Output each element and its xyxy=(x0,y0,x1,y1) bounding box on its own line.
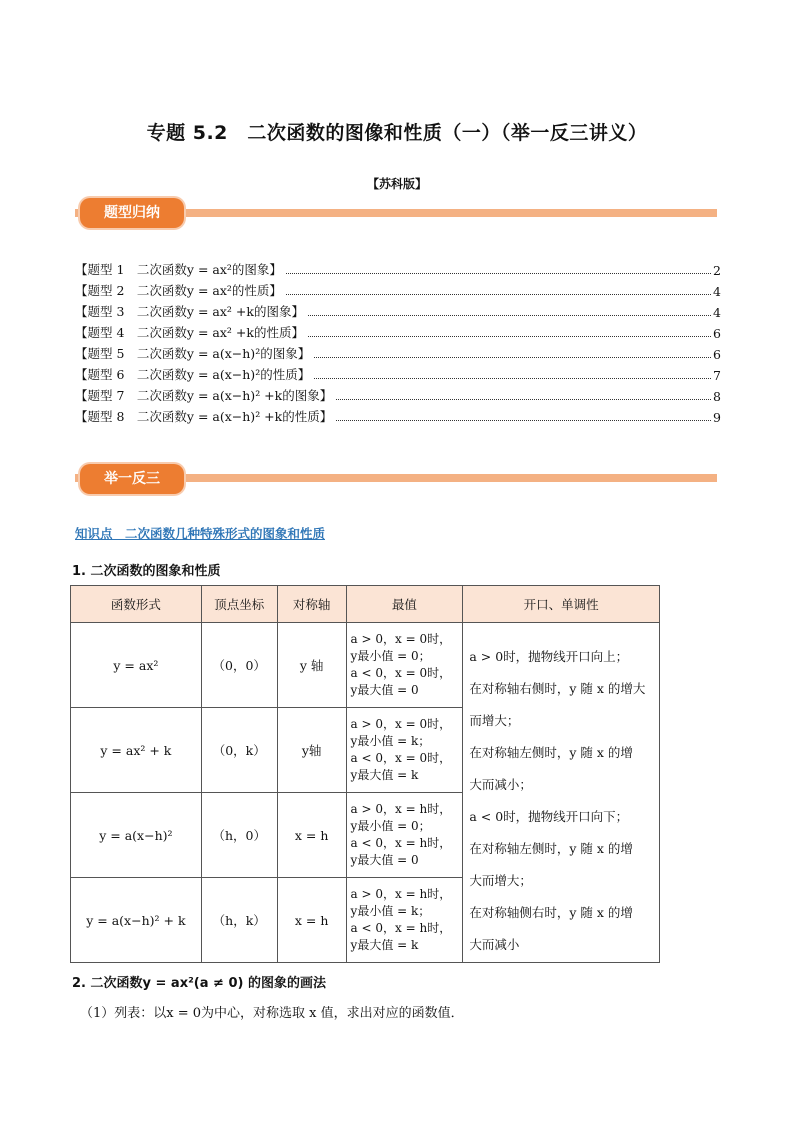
table-of-contents xyxy=(75,257,721,425)
toc-leader xyxy=(336,420,711,421)
mono-line: 在对称轴左侧时，y 随 x 的增 xyxy=(469,745,633,760)
cell-form: y = a(x−h)² + k xyxy=(71,878,202,963)
toc-page: 6 xyxy=(713,326,721,341)
header-vertex: 顶点坐标 xyxy=(201,586,277,623)
toc-item[interactable] xyxy=(75,278,721,299)
cell-extremum xyxy=(346,708,463,793)
mono-line: a < 0时，抛物线开口向下； xyxy=(469,809,629,824)
extremum-line: a < 0，x = h时， xyxy=(350,836,452,850)
toc-label: 【题型 6 二次函数y = a(x−h)²的性质】 xyxy=(75,367,311,382)
toc-page: 7 xyxy=(713,368,721,383)
section-tab-types: 题型归纳 xyxy=(80,198,184,228)
extremum-line: a > 0，x = h时， xyxy=(350,802,452,816)
properties-table xyxy=(70,585,660,963)
header-axis: 对称轴 xyxy=(277,586,346,623)
extremum-line: y最大值 = k xyxy=(350,938,419,952)
cell-form: y = a(x−h)² xyxy=(71,793,202,878)
toc-item[interactable] xyxy=(75,320,721,341)
toc-item[interactable] xyxy=(75,257,721,278)
toc-leader xyxy=(286,294,711,295)
toc-label: 【题型 7 二次函数y = a(x−h)² +k的图象】 xyxy=(75,388,333,403)
cell-extremum xyxy=(346,623,463,708)
toc-leader xyxy=(308,315,711,316)
mono-line: 大而减小 xyxy=(469,937,520,952)
cell-monotonicity xyxy=(463,623,660,963)
cell-axis: x = h xyxy=(277,878,346,963)
subsection-heading-2: 2. 二次函数y = ax²(a ≠ 0) 的图象的画法 xyxy=(72,976,326,991)
mono-line: 在对称轴右侧时，y 随 x 的增大 xyxy=(469,681,646,696)
page-title: 专题 5.2 二次函数的图像和性质（一）（举一反三讲义） xyxy=(146,122,648,144)
cell-vertex: （h，0） xyxy=(201,793,277,878)
toc-leader xyxy=(314,357,711,358)
toc-label: 【题型 1 二次函数y = ax²的图象】 xyxy=(75,262,282,277)
cell-axis: x = h xyxy=(277,793,346,878)
body-paragraph: （1）列表：以x = 0为中心，对称选取 x 值，求出对应的函数值． xyxy=(80,1006,464,1021)
toc-page: 6 xyxy=(713,347,721,362)
cell-form: y = ax² xyxy=(71,623,202,708)
toc-leader xyxy=(308,336,711,337)
extremum-line: y最小值 = 0； xyxy=(350,819,431,833)
cell-vertex: （0，0） xyxy=(201,623,277,708)
toc-item[interactable] xyxy=(75,299,721,320)
subsection-heading-1: 1. 二次函数的图象和性质 xyxy=(72,564,221,579)
cell-form: y = ax² + k xyxy=(71,708,202,793)
table-header-row xyxy=(71,586,660,623)
mono-line: 在对称轴左侧时，y 随 x 的增 xyxy=(469,841,633,856)
toc-item[interactable] xyxy=(75,341,721,362)
table-row xyxy=(71,623,660,708)
cell-vertex: （h，k） xyxy=(201,878,277,963)
extremum-line: y最小值 = 0； xyxy=(350,649,431,663)
extremum-line: y最小值 = k； xyxy=(350,734,431,748)
toc-label: 【题型 8 二次函数y = a(x−h)² +k的性质】 xyxy=(75,409,333,424)
extremum-line: a > 0，x = 0时， xyxy=(350,632,452,646)
extremum-line: y最大值 = k xyxy=(350,768,419,782)
cell-axis: y 轴 xyxy=(277,623,346,708)
toc-item[interactable] xyxy=(75,362,721,383)
toc-label: 【题型 2 二次函数y = ax²的性质】 xyxy=(75,283,282,298)
section-tab-practice: 举一反三 xyxy=(80,464,184,494)
toc-leader xyxy=(286,273,711,274)
toc-leader xyxy=(314,378,711,379)
header-monotonicity: 开口、单调性 xyxy=(463,586,660,623)
toc-page: 4 xyxy=(713,305,721,320)
extremum-line: y最大值 = 0 xyxy=(350,683,419,697)
extremum-line: y最大值 = 0 xyxy=(350,853,419,867)
mono-line: 大而增大； xyxy=(469,873,532,888)
extremum-line: a < 0，x = h时， xyxy=(350,921,452,935)
toc-page: 9 xyxy=(713,410,721,425)
toc-label: 【题型 3 二次函数y = ax² +k的图象】 xyxy=(75,304,304,319)
cell-vertex: （0，k） xyxy=(201,708,277,793)
mono-line: 大而减小； xyxy=(469,777,532,792)
mono-line: 在对称轴侧右时，y 随 x 的增 xyxy=(469,905,633,920)
toc-label: 【题型 4 二次函数y = ax² +k的性质】 xyxy=(75,325,304,340)
extremum-line: a > 0，x = 0时， xyxy=(350,717,452,731)
edition-label: 【苏科版】 xyxy=(366,177,427,191)
cell-extremum xyxy=(346,793,463,878)
toc-leader xyxy=(336,399,711,400)
toc-page: 2 xyxy=(713,263,721,278)
mono-line: 而增大； xyxy=(469,713,520,728)
header-extremum: 最值 xyxy=(346,586,463,623)
extremum-line: a > 0，x = h时， xyxy=(350,887,452,901)
cell-axis: y轴 xyxy=(277,708,346,793)
extremum-line: y最小值 = k； xyxy=(350,904,431,918)
mono-line: a > 0时，抛物线开口向上； xyxy=(469,649,629,664)
extremum-line: a < 0，x = 0时， xyxy=(350,666,452,680)
knowledge-point-heading: 知识点 二次函数几种特殊形式的图象和性质 xyxy=(75,526,326,541)
cell-extremum xyxy=(346,878,463,963)
toc-page: 4 xyxy=(713,284,721,299)
toc-item[interactable] xyxy=(75,404,721,425)
extremum-line: a < 0，x = 0时， xyxy=(350,751,452,765)
toc-label: 【题型 5 二次函数y = a(x−h)²的图象】 xyxy=(75,346,311,361)
toc-item[interactable] xyxy=(75,383,721,404)
toc-page: 8 xyxy=(713,389,721,404)
header-form: 函数形式 xyxy=(71,586,202,623)
